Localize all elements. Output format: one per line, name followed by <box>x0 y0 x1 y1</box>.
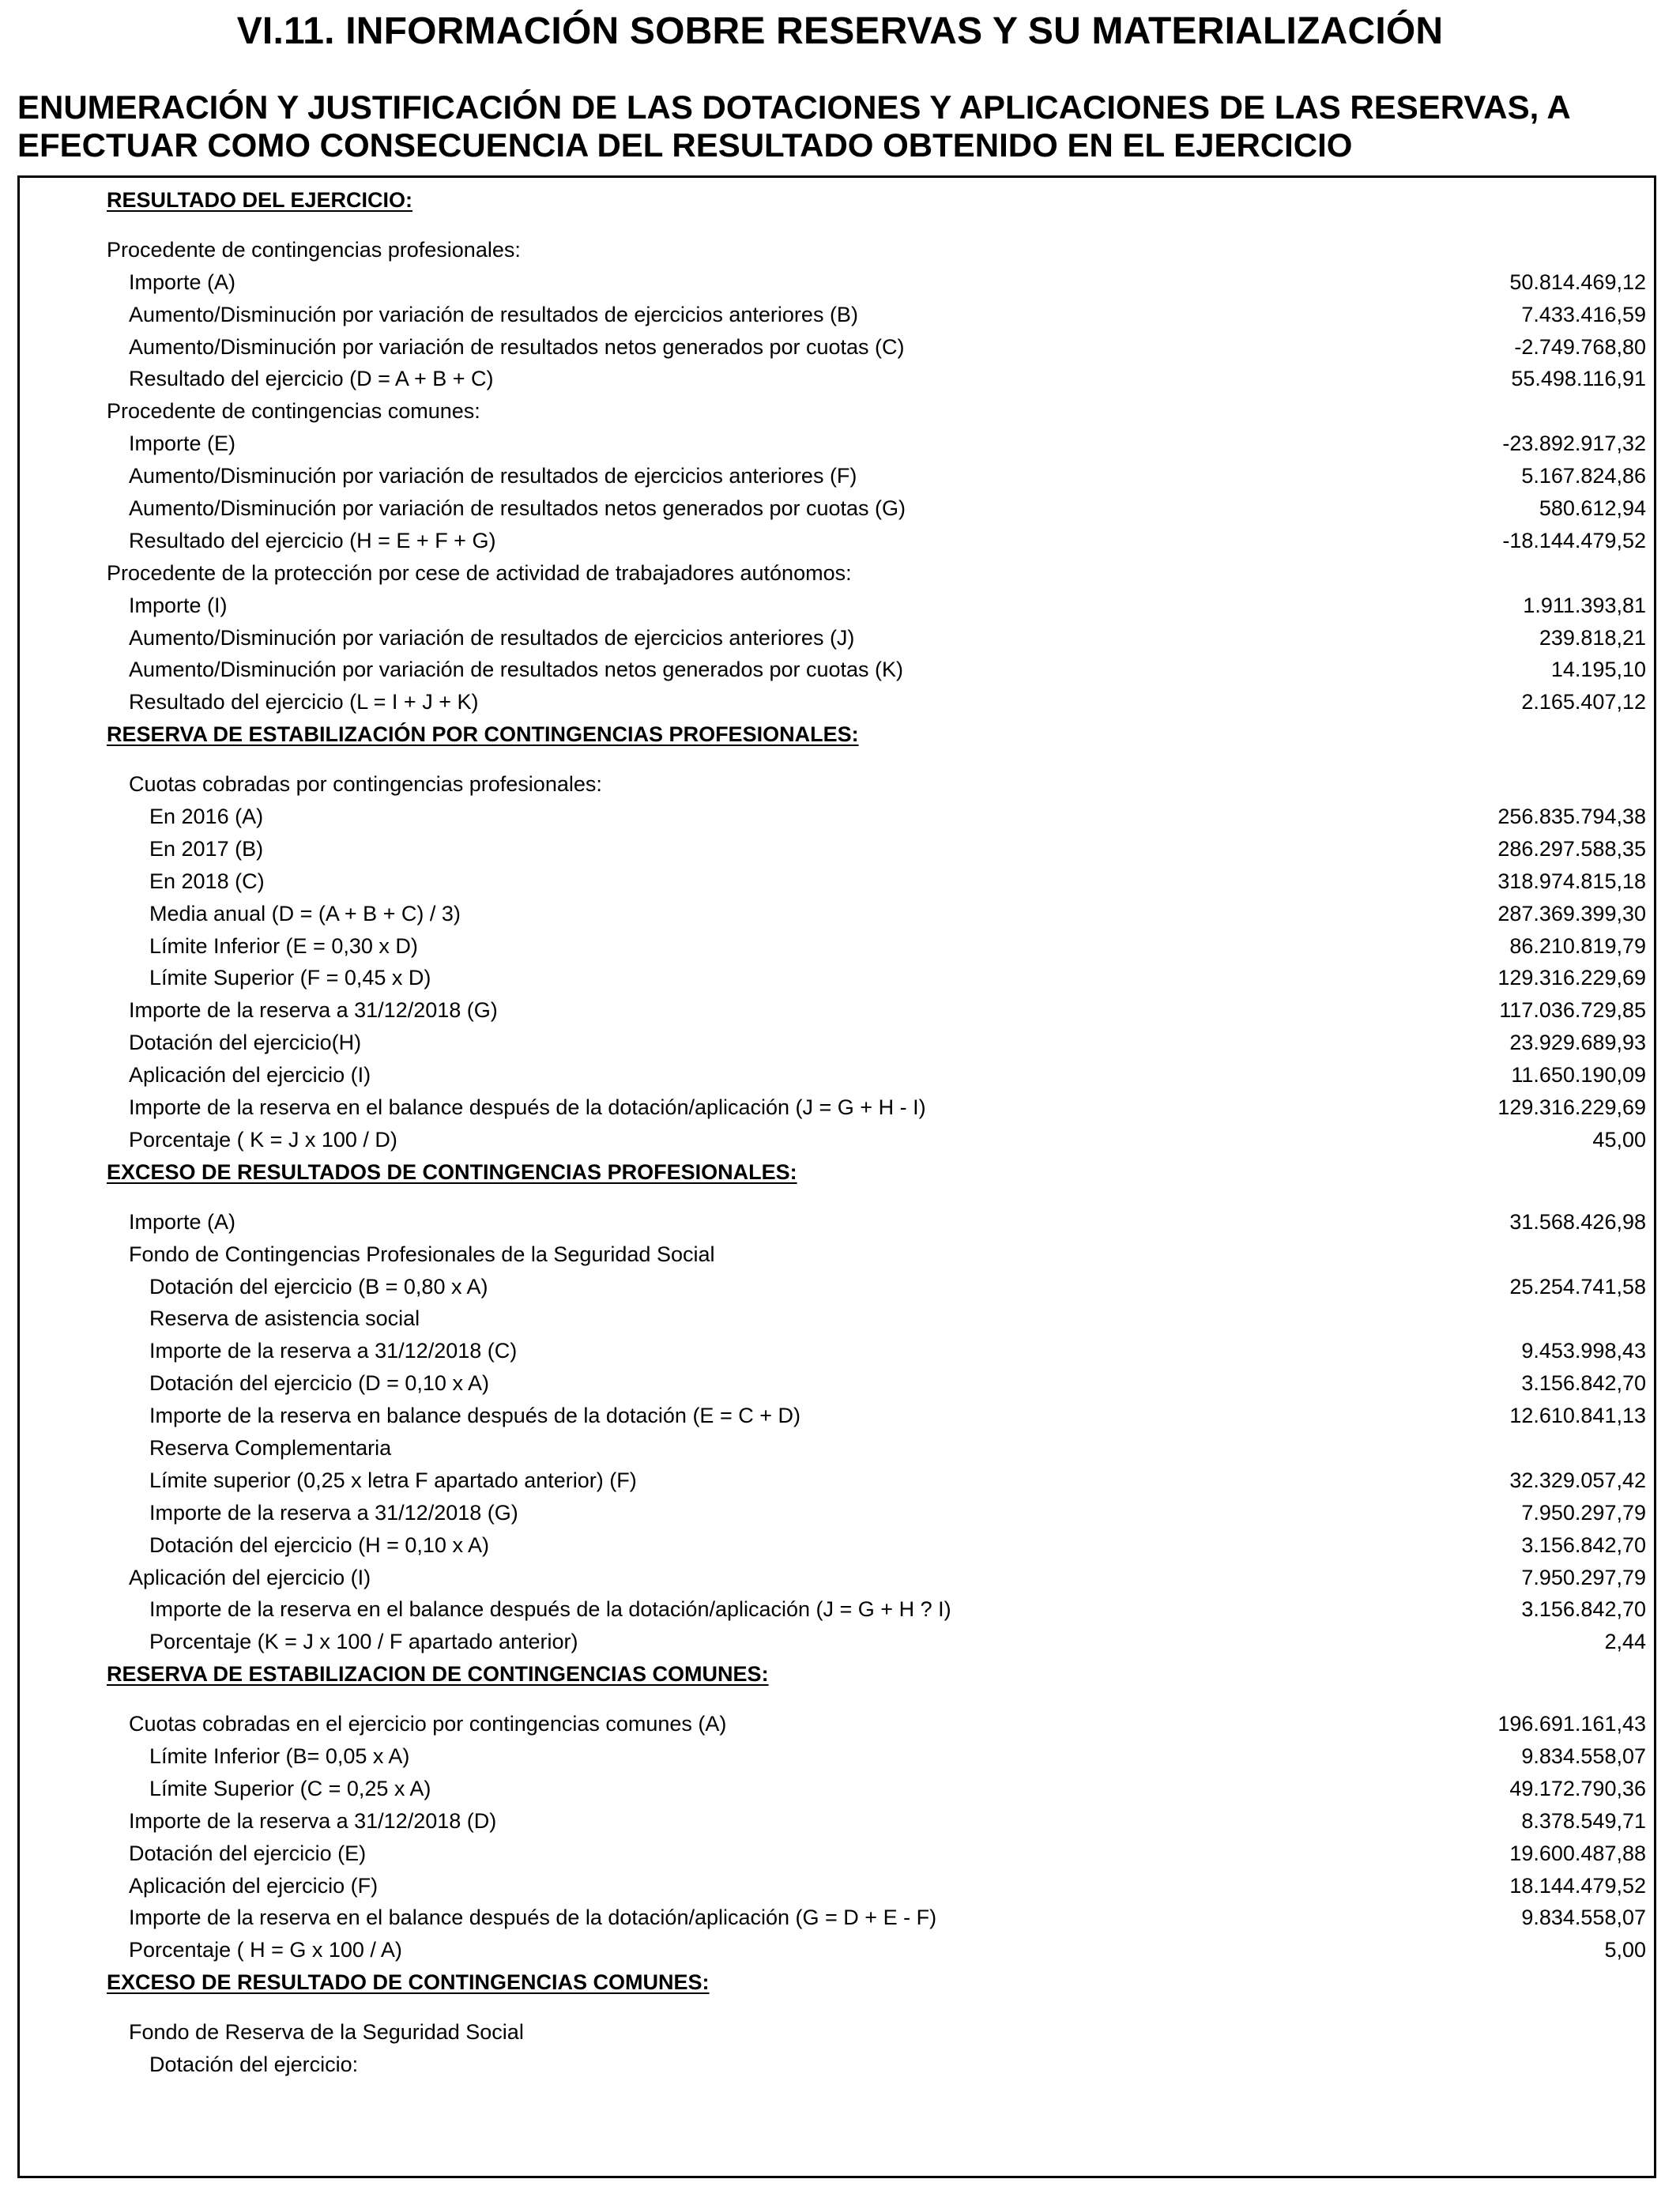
table-row <box>20 865 1654 898</box>
table-row <box>20 2049 1654 2081</box>
table-row <box>20 1271 1654 1303</box>
row-value: 25.254.741,58 <box>1509 1274 1646 1299</box>
section-header <box>20 1658 1654 1691</box>
row-value: 2,44 <box>1604 1630 1646 1654</box>
table-row <box>20 428 1654 460</box>
row-value: 7.950.297,79 <box>1521 1500 1646 1525</box>
row-value: 45,00 <box>1592 1127 1646 1152</box>
row-label: Resultado del ejercicio (D = A + B + C) <box>129 367 494 391</box>
table-row <box>20 1934 1654 1966</box>
table-row <box>20 460 1654 492</box>
row-label: Porcentaje ( K = J x 100 / D) <box>129 1127 397 1152</box>
row-label: Dotación del ejercicio (E) <box>129 1841 367 1865</box>
table-row <box>20 266 1654 299</box>
row-value: -18.144.479,52 <box>1502 528 1646 552</box>
row-label: Dotación del ejercicio: <box>149 2052 359 2076</box>
row-value: 256.835.794,38 <box>1497 805 1646 829</box>
table-row <box>20 1838 1654 1870</box>
spacer <box>20 217 1654 234</box>
table-row <box>20 654 1654 686</box>
table-row <box>20 1593 1654 1626</box>
table-row <box>20 1465 1654 1497</box>
row-value: 49.172.790,36 <box>1509 1776 1646 1800</box>
page-title: VI.11. INFORMACIÓN SOBRE RESERVAS Y SU MATERIALIZACIÓN <box>236 10 1444 52</box>
row-label: Dotación del ejercicio (D = 0,10 x A) <box>149 1371 489 1396</box>
section-header <box>20 1156 1654 1189</box>
row-label: En 2017 (B) <box>149 836 264 861</box>
row-label: Importe de la reserva en el balance después de la dotación/aplicación (J = G + H ? I) <box>149 1597 951 1622</box>
table-row <box>20 525 1654 557</box>
table-row <box>20 1740 1654 1773</box>
row-value: 129.316.229,69 <box>1497 966 1646 990</box>
table-row <box>20 1206 1654 1238</box>
reserves-table-frame <box>17 175 1656 2178</box>
table-row <box>20 331 1654 364</box>
row-value: 19.600.487,88 <box>1509 1841 1646 1865</box>
table-row <box>20 1124 1654 1156</box>
section-header-label: RESULTADO DEL EJERCICIO: <box>107 188 413 212</box>
reserves-rows <box>20 184 1654 2081</box>
row-value: 9.834.558,07 <box>1521 1906 1646 1930</box>
row-label: Importe de la reserva a 31/12/2018 (G) <box>129 998 498 1023</box>
row-value: 239.818,21 <box>1539 625 1646 650</box>
section-header-label: EXCESO DE RESULTADOS DE CONTINGENCIAS PROFESIONALES: <box>107 1159 797 1184</box>
row-label: Procedente de la protección por cese de actividad de trabajadores autónomos: <box>107 560 852 585</box>
row-label: Importe de la reserva en el balance después de la dotación/aplicación (J = G + H - I) <box>129 1095 926 1120</box>
row-value: 31.568.426,98 <box>1509 1209 1646 1234</box>
row-label: Aplicación del ejercicio (I) <box>129 1565 371 1589</box>
row-value: 18.144.479,52 <box>1509 1873 1646 1898</box>
section-header-label: RESERVA DE ESTABILIZACION DE CONTINGENCIAS COMUNES: <box>107 1662 769 1687</box>
row-value: 129.316.229,69 <box>1497 1095 1646 1120</box>
spacer <box>20 751 1654 768</box>
row-label: Aumento/Disminución por variación de resultados de ejercicios anteriores (B) <box>129 302 858 326</box>
row-value: 23.929.689,93 <box>1509 1031 1646 1055</box>
table-row <box>20 622 1654 654</box>
row-label: Fondo de Contingencias Profesionales de la Seguridad Social <box>129 1242 715 1266</box>
row-label: Dotación del ejercicio (B = 0,80 x A) <box>149 1274 488 1299</box>
row-label: Aumento/Disminución por variación de resultados de ejercicios anteriores (F) <box>129 464 857 488</box>
section-header <box>20 1966 1654 1999</box>
row-label: Procedente de contingencias comunes: <box>107 399 480 424</box>
row-label: En 2016 (A) <box>149 805 264 829</box>
table-row <box>20 2016 1654 2049</box>
table-row <box>20 1238 1654 1271</box>
section-header-label: EXCESO DE RESULTADO DE CONTINGENCIAS COMUNES: <box>107 1970 710 1995</box>
row-label: Media anual (D = (A + B + C) / 3) <box>149 901 461 925</box>
table-row <box>20 898 1654 930</box>
row-value: 8.378.549,71 <box>1521 1808 1646 1833</box>
row-label: Cuotas cobradas en el ejercicio por contingencias comunes (A) <box>129 1712 727 1736</box>
row-value: 3.156.842,70 <box>1521 1597 1646 1622</box>
row-label: Importe (E) <box>129 432 236 456</box>
row-label: Límite Inferior (B= 0,05 x A) <box>149 1744 410 1768</box>
row-label: Aumento/Disminución por variación de resultados netos generados por cuotas (G) <box>129 496 906 521</box>
table-row <box>20 1400 1654 1432</box>
table-row <box>20 1302 1654 1335</box>
table-row <box>20 234 1654 266</box>
row-label: Importe de la reserva a 31/12/2018 (C) <box>149 1339 518 1363</box>
row-value: 32.329.057,42 <box>1509 1468 1646 1492</box>
row-label: Resultado del ejercicio (L = I + J + K) <box>129 690 479 714</box>
row-value: 12.610.841,13 <box>1509 1404 1646 1428</box>
row-label: Importe de la reserva a 31/12/2018 (G) <box>149 1500 518 1525</box>
row-value: -2.749.768,80 <box>1514 334 1646 359</box>
table-row <box>20 1432 1654 1465</box>
row-label: Porcentaje ( H = G x 100 / A) <box>129 1938 402 1962</box>
spacer <box>20 1691 1654 1708</box>
row-label: Límite Superior (F = 0,45 x D) <box>149 966 431 990</box>
row-label: Dotación del ejercicio (H = 0,10 x A) <box>149 1532 489 1557</box>
row-label: Reserva Complementaria <box>149 1435 392 1460</box>
row-label: En 2018 (C) <box>149 869 265 893</box>
row-value: 11.650.190,09 <box>1511 1063 1646 1088</box>
row-label: Reserva de asistencia social <box>149 1306 420 1331</box>
section-header <box>20 184 1654 217</box>
table-row <box>20 994 1654 1027</box>
table-row <box>20 395 1654 428</box>
row-value: 55.498.116,91 <box>1511 367 1646 391</box>
table-row <box>20 1059 1654 1091</box>
row-value: 318.974.815,18 <box>1497 869 1646 893</box>
row-label: Importe de la reserva en balance después de la dotación (E = C + D) <box>149 1404 800 1428</box>
table-row <box>20 1870 1654 1902</box>
row-label: Procedente de contingencias profesionales: <box>107 237 521 262</box>
row-label: Aumento/Disminución por variación de resultados netos generados por cuotas (C) <box>129 334 905 359</box>
row-value: 287.369.399,30 <box>1497 901 1646 925</box>
row-label: Importe de la reserva en el balance después de la dotación/aplicación (G = D + E - F) <box>129 1906 937 1930</box>
table-row <box>20 833 1654 865</box>
row-label: Importe (A) <box>129 1209 236 1234</box>
row-value: 7.433.416,59 <box>1521 302 1646 326</box>
table-row <box>20 590 1654 622</box>
row-value: 196.691.161,43 <box>1497 1712 1646 1736</box>
row-value: 117.036.729,85 <box>1499 998 1646 1023</box>
row-value: 1.911.393,81 <box>1523 593 1646 617</box>
row-value: 580.612,94 <box>1539 496 1646 521</box>
row-label: Aumento/Disminución por variación de resultados netos generados por cuotas (K) <box>129 658 904 682</box>
row-value: 3.156.842,70 <box>1521 1371 1646 1396</box>
subtitle-line-1: ENUMERACIÓN Y JUSTIFICACIÓN DE LAS DOTACIONES Y APLICACIONES DE LAS RESERVAS, A <box>17 89 1571 126</box>
row-label: Importe (A) <box>129 270 236 294</box>
row-value: 9.834.558,07 <box>1521 1744 1646 1768</box>
table-row <box>20 686 1654 718</box>
row-value: -23.892.917,32 <box>1502 432 1646 456</box>
table-row <box>20 801 1654 833</box>
table-row <box>20 557 1654 590</box>
table-row <box>20 1367 1654 1400</box>
table-row <box>20 768 1654 801</box>
row-label: Cuotas cobradas por contingencias profesionales: <box>129 772 602 797</box>
spacer <box>20 1999 1654 2016</box>
table-row <box>20 492 1654 525</box>
page-subtitle <box>17 89 1661 164</box>
row-value: 7.950.297,79 <box>1521 1565 1646 1589</box>
section-header <box>20 718 1654 751</box>
row-label: Aplicación del ejercicio (F) <box>129 1873 379 1898</box>
row-label: Importe de la reserva a 31/12/2018 (D) <box>129 1808 497 1833</box>
table-row <box>20 1027 1654 1059</box>
row-value: 14.195,10 <box>1550 658 1646 682</box>
table-row <box>20 1091 1654 1124</box>
row-label: Fondo de Reserva de la Seguridad Social <box>129 2020 524 2045</box>
spacer <box>20 1189 1654 1206</box>
table-row <box>20 1708 1654 1740</box>
row-value: 9.453.998,43 <box>1521 1339 1646 1363</box>
row-label: Importe (I) <box>129 593 228 617</box>
row-label: Porcentaje (K = J x 100 / F apartado anterior) <box>149 1630 578 1654</box>
row-value: 286.297.588,35 <box>1497 836 1646 861</box>
table-row <box>20 1626 1654 1658</box>
row-label: Límite Inferior (E = 0,30 x D) <box>149 933 418 958</box>
row-label: Aumento/Disminución por variación de resultados de ejercicios anteriores (J) <box>129 625 855 650</box>
table-row <box>20 962 1654 994</box>
row-label: Resultado del ejercicio (H = E + F + G) <box>129 528 496 552</box>
table-row <box>20 930 1654 963</box>
row-value: 5,00 <box>1604 1938 1646 1962</box>
table-row <box>20 1335 1654 1367</box>
table-row <box>20 1805 1654 1838</box>
row-value: 5.167.824,86 <box>1521 464 1646 488</box>
row-value: 3.156.842,70 <box>1521 1532 1646 1557</box>
row-label: Aplicación del ejercicio (I) <box>129 1063 371 1088</box>
table-row <box>20 1529 1654 1562</box>
table-row <box>20 1773 1654 1805</box>
table-row <box>20 363 1654 395</box>
row-value: 2.165.407,12 <box>1521 690 1646 714</box>
row-label: Dotación del ejercicio(H) <box>129 1031 362 1055</box>
row-value: 86.210.819,79 <box>1509 933 1646 958</box>
section-header-label: RESERVA DE ESTABILIZACIÓN POR CONTINGENCIAS PROFESIONALES: <box>107 722 859 747</box>
subtitle-line-2: EFECTUAR COMO CONSECUENCIA DEL RESULTADO OBTENIDO EN EL EJERCICIO <box>17 126 1353 164</box>
row-label: Límite Superior (C = 0,25 x A) <box>149 1776 431 1800</box>
table-row <box>20 1497 1654 1529</box>
table-row <box>20 1902 1654 1934</box>
row-label: Límite superior (0,25 x letra F apartado anterior) (F) <box>149 1468 637 1492</box>
row-value: 50.814.469,12 <box>1509 270 1646 294</box>
table-row <box>20 1562 1654 1594</box>
table-row <box>20 299 1654 331</box>
